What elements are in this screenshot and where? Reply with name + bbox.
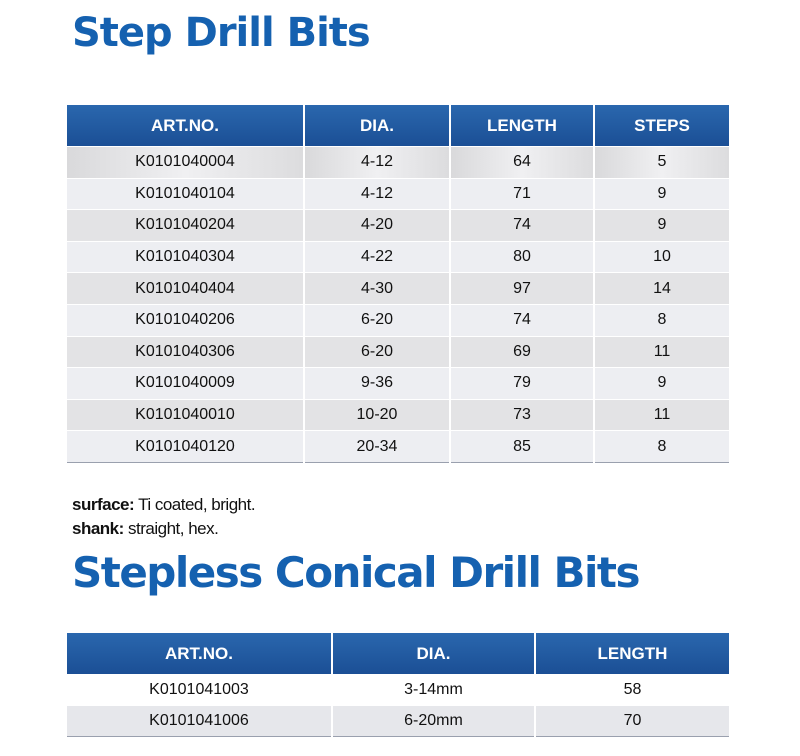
cell-dia: 4-20 — [304, 210, 450, 242]
table-row — [67, 178, 729, 210]
cell-art-no: K0101040120 — [67, 431, 304, 463]
cell-steps: 8 — [594, 304, 729, 336]
cell-length: 58 — [535, 675, 729, 706]
cell-length: 85 — [450, 431, 594, 463]
cell-art-no: K0101040104 — [67, 178, 304, 210]
shank-label: shank: — [72, 519, 124, 538]
cell-art-no: K0101040204 — [67, 210, 304, 242]
cell-steps: 9 — [594, 368, 729, 400]
table-body — [67, 147, 729, 463]
cell-art-no: K0101040004 — [67, 147, 304, 179]
cell-dia: 6-20mm — [332, 706, 535, 737]
column-header-dia: DIA. — [304, 105, 450, 147]
table-row — [67, 241, 729, 273]
table-header — [67, 105, 729, 147]
column-header-art-no: ART.NO. — [67, 105, 304, 147]
shank-spec — [72, 519, 218, 539]
column-header-dia: DIA. — [332, 633, 535, 675]
cell-dia: 4-12 — [304, 178, 450, 210]
table-row — [67, 431, 729, 463]
cell-dia: 6-20 — [304, 336, 450, 368]
cell-steps: 11 — [594, 399, 729, 431]
column-header-steps: STEPS — [594, 105, 729, 147]
cell-dia: 10-20 — [304, 399, 450, 431]
step-drill-bits-table — [67, 105, 729, 463]
cell-length: 74 — [450, 210, 594, 242]
cell-dia: 20-34 — [304, 431, 450, 463]
cell-dia: 9-36 — [304, 368, 450, 400]
cell-art-no: K0101040010 — [67, 399, 304, 431]
cell-art-no: K0101040404 — [67, 273, 304, 305]
cell-art-no: K0101040206 — [67, 304, 304, 336]
cell-steps: 9 — [594, 210, 729, 242]
cell-steps: 5 — [594, 147, 729, 179]
surface-spec — [72, 495, 255, 515]
cell-art-no: K0101040304 — [67, 241, 304, 273]
step-drill-bits-title: Step Drill Bits — [72, 10, 370, 56]
table-row — [67, 147, 729, 179]
cell-steps: 9 — [594, 178, 729, 210]
cell-dia: 3-14mm — [332, 675, 535, 706]
cell-art-no: K0101041003 — [67, 675, 332, 706]
surface-value: Ti coated, bright. — [138, 495, 256, 514]
table-row — [67, 706, 729, 737]
cell-length: 70 — [535, 706, 729, 737]
table-row — [67, 336, 729, 368]
shank-value: straight, hex. — [128, 519, 219, 538]
cell-length: 71 — [450, 178, 594, 210]
table-row — [67, 273, 729, 305]
table-body — [67, 675, 729, 737]
cell-steps: 8 — [594, 431, 729, 463]
cell-length: 69 — [450, 336, 594, 368]
cell-art-no: K0101041006 — [67, 706, 332, 737]
table-header — [67, 633, 729, 675]
cell-length: 74 — [450, 304, 594, 336]
cell-dia: 6-20 — [304, 304, 450, 336]
cell-length: 79 — [450, 368, 594, 400]
table-row — [67, 210, 729, 242]
stepless-conical-drill-bits-table — [67, 633, 729, 737]
cell-length: 80 — [450, 241, 594, 273]
stepless-conical-drill-bits-title: Stepless Conical Drill Bits — [72, 548, 639, 597]
column-header-length: LENGTH — [450, 105, 594, 147]
table-row — [67, 304, 729, 336]
cell-steps: 11 — [594, 336, 729, 368]
cell-steps: 14 — [594, 273, 729, 305]
cell-art-no: K0101040306 — [67, 336, 304, 368]
cell-length: 97 — [450, 273, 594, 305]
cell-dia: 4-30 — [304, 273, 450, 305]
column-header-length: LENGTH — [535, 633, 729, 675]
cell-length: 73 — [450, 399, 594, 431]
cell-dia: 4-22 — [304, 241, 450, 273]
cell-steps: 10 — [594, 241, 729, 273]
cell-art-no: K0101040009 — [67, 368, 304, 400]
column-header-art-no: ART.NO. — [67, 633, 332, 675]
surface-label: surface: — [72, 495, 135, 514]
table-row — [67, 368, 729, 400]
table-row — [67, 675, 729, 706]
cell-length: 64 — [450, 147, 594, 179]
cell-dia: 4-12 — [304, 147, 450, 179]
table-row — [67, 399, 729, 431]
